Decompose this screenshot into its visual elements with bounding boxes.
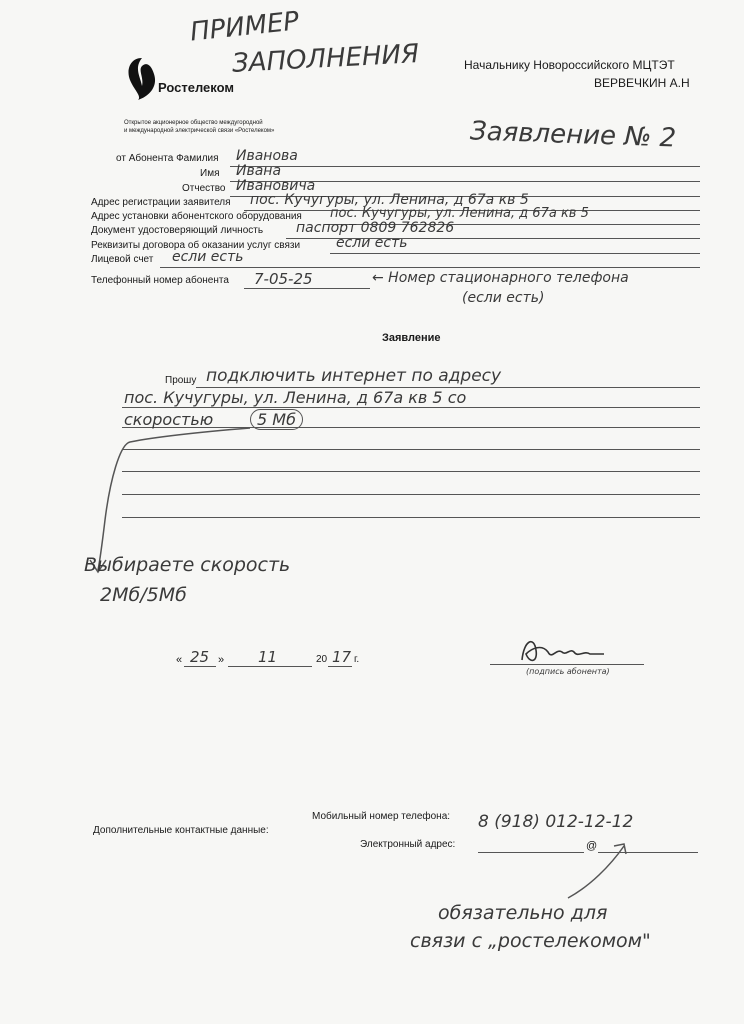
mobile-value: 8 (918) 012-12-12 (478, 812, 634, 832)
rostelecom-logo (124, 56, 160, 107)
request-text-1: подключить интернет по адресу (206, 366, 502, 386)
name-value: Ивана (236, 163, 282, 179)
date-day-line (184, 666, 216, 667)
contract-label: Реквизиты договора об оказании услуг связи (91, 240, 301, 251)
sample-stamp-line2: ЗАПОЛНЕНИЯ (231, 39, 420, 79)
patronymic-label: Отчество (182, 183, 226, 194)
contract-line (330, 253, 700, 254)
speed-note-line1: Выбираете скорость (84, 554, 291, 576)
phone-value: 7-05-25 (254, 270, 313, 288)
install-address-label: Адрес установки абонентского оборудования (91, 211, 302, 222)
addressee-line1: Начальнику Новороссийского МЦТЭТ (464, 58, 675, 72)
patronymic-value: Ивановича (236, 178, 316, 194)
addressee-line2: ВЕРВЕЧКИН А.Н (594, 76, 690, 90)
mobile-label: Мобильный номер телефона: (312, 811, 451, 822)
account-line (160, 267, 700, 268)
date-day: 25 (190, 648, 210, 666)
logo-caption-1: Открытое акционерное общество междугородной (124, 120, 263, 126)
speed-note-line2: 2Мб/5Мб (100, 584, 187, 606)
bottom-note-line2: связи с „ростелекомом" (410, 930, 651, 952)
signature-line (490, 664, 644, 665)
phone-note-line2: (если есть) (462, 290, 545, 306)
install-address-value: пос. Кучугуры, ул. Ленина, д 67а кв 5 (330, 206, 589, 221)
surname-line (230, 166, 700, 167)
id-doc-label: Документ удостоверяющий личность (91, 225, 264, 236)
request-text-3: скоростью (124, 410, 214, 429)
email-at: @ (586, 840, 598, 852)
date-month: 11 (258, 648, 278, 666)
logo-name: Ростелеком (158, 80, 234, 95)
reg-address-label: Адрес регистрации заявителя (91, 197, 231, 208)
contract-value: если есть (336, 235, 408, 251)
email-label: Электронный адрес: (360, 839, 456, 850)
handwritten-title: Заявление № 2 (469, 116, 677, 154)
date-close-quote: » (218, 654, 225, 666)
account-label: Лицевой счет (91, 254, 154, 265)
section-title: Заявление (382, 332, 441, 344)
request-text-2: пос. Кучугуры, ул. Ленина, д 67а кв 5 со (124, 388, 467, 407)
request-line-2 (122, 407, 700, 408)
logo-caption-2: и международной электрической связи «Ростелеком» (124, 128, 275, 134)
date-year-prefix: 20 (316, 654, 328, 665)
rostelecom-logo-icon (124, 56, 160, 102)
date-month-line (228, 666, 312, 667)
date-year-suffix: 17 (332, 648, 352, 666)
reg-address-value: пос. Кучугуры, ул. Ленина, д 67а кв 5 (250, 192, 529, 208)
bottom-note-line1: обязательно для (438, 902, 608, 924)
contacts-label: Дополнительные контактные данные: (93, 825, 269, 836)
name-label: Имя (200, 168, 220, 179)
sample-stamp-line1: ПРИМЕР (188, 6, 301, 48)
email-arrow-icon (560, 836, 640, 906)
date-open-quote: « (176, 654, 183, 666)
phone-line (244, 288, 370, 289)
date-year-line (328, 666, 352, 667)
account-value: если есть (172, 249, 244, 265)
id-doc-value: паспорт 0809 762826 (296, 220, 455, 236)
request-speed: 5 Мб (250, 409, 303, 430)
phone-note-line1: ← Номер стационарного телефона (372, 270, 629, 286)
date-year-end: г. (354, 654, 360, 665)
signature-caption: (подпись абонента) (526, 667, 610, 676)
request-label: Прошу (165, 375, 197, 386)
phone-label: Телефонный номер абонента (91, 275, 229, 286)
surname-value: Иванова (236, 148, 298, 164)
surname-label: от Абонента Фамилия (116, 153, 219, 164)
